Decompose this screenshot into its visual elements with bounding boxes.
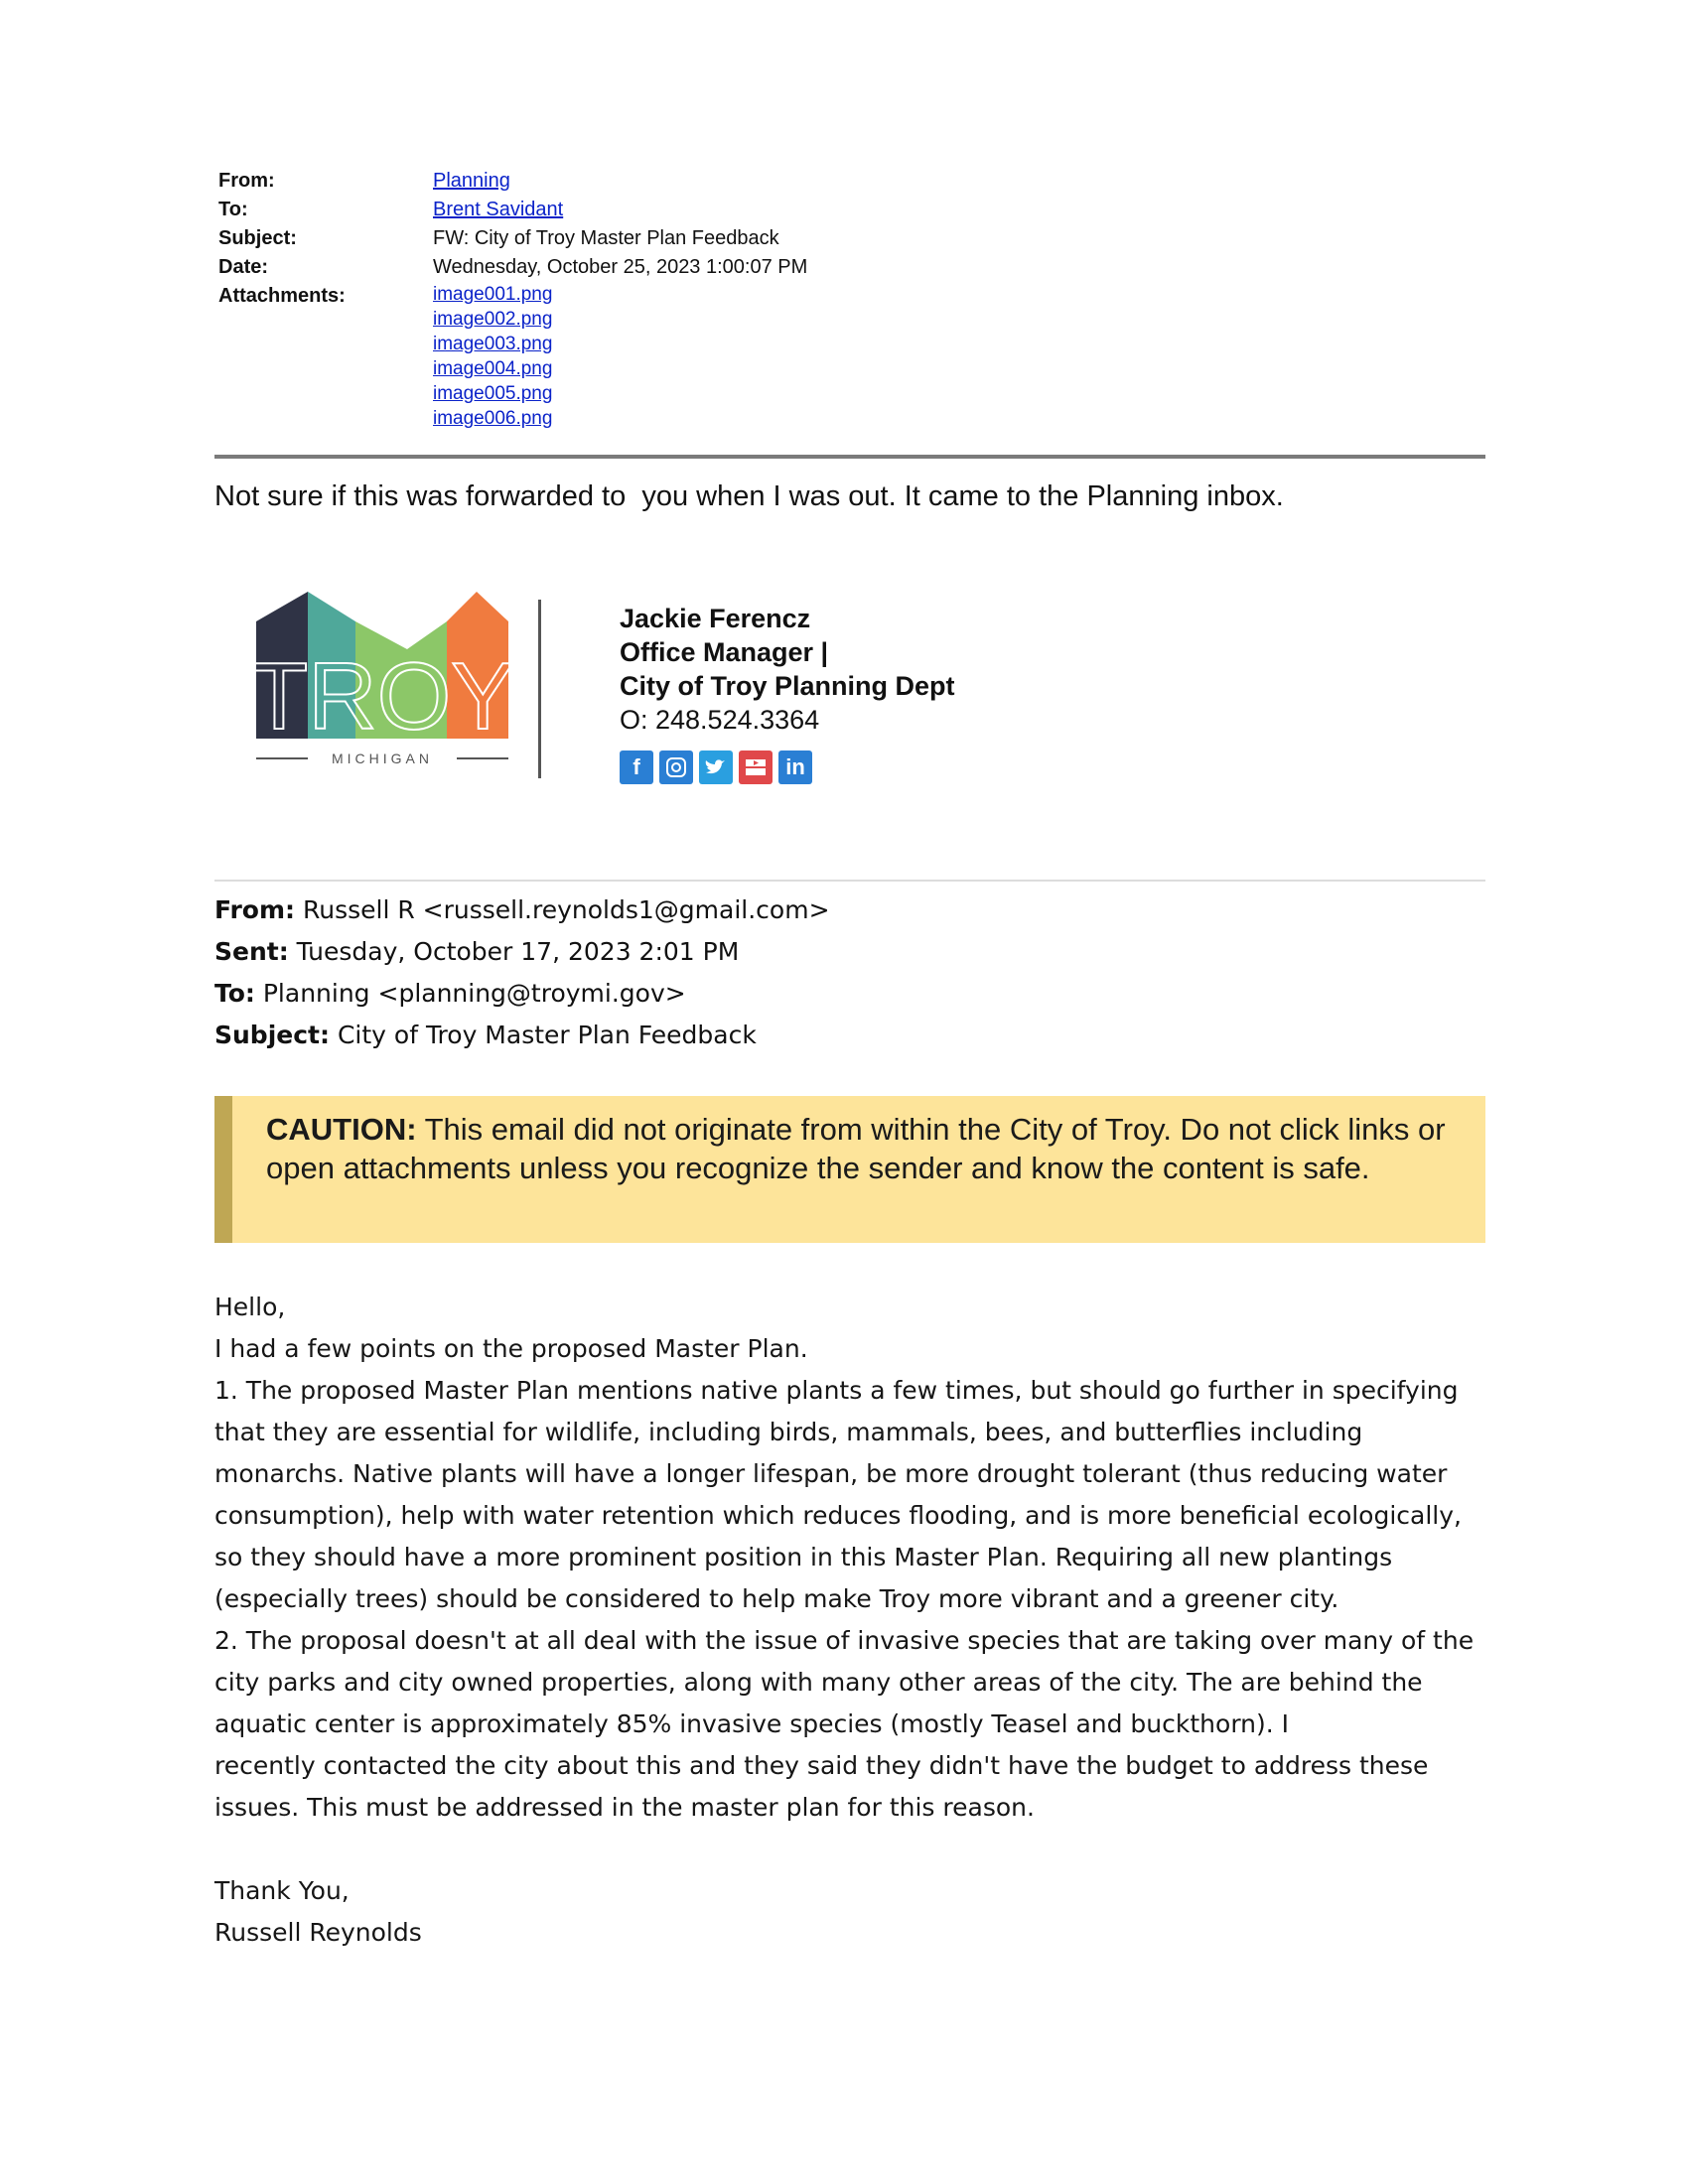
orig-to-value: Planning <planning@troymi.gov> [262,979,686,1008]
to-link[interactable]: Brent Savidant [433,199,564,220]
from-label: From: [218,170,275,192]
point-1-paragraph: 1. The proposed Master Plan mentions native plants a few times, but should go further in specifying that they are essential for wildlife, including birds, mammals, bees, and butterflies including monarchs. Native plants will have a longer lifespan, be more drought tolerant (thus reducing water consumption), help with water retention which reduces flooding, and is more beneficial ecologically, so they should have a more prominent position in this Master Plan. Requiring all new plantings (especially trees) should be considered to help make Troy more vibrant and a greener city. [214,1376,1462,1613]
attachment-link[interactable]: image005.png [433,383,553,404]
orig-to-row [214,973,830,1015]
email-header [218,167,1489,431]
logo-subtext: MICHIGAN [332,751,433,766]
email-signature [248,592,1043,790]
youtube-icon[interactable] [739,751,773,784]
orig-sent-label: Sent: [214,937,289,966]
signature-divider [538,600,541,778]
subject-value: FW: City of Troy Master Plan Feedback [433,227,779,249]
signature-title: Office Manager | [620,637,829,667]
from-link[interactable]: Planning [433,170,510,192]
point-2-paragraph: 2. The proposal doesn't at all deal with the issue of invasive species that are taking over many of the city parks and city owned properties, along with many other areas of the city. The are behind the aquatic center is approximately 85% invasive species (mostly Teasel and buckthorn). I [214,1626,1475,1738]
attachment-link[interactable]: image006.png [433,408,553,429]
closing: Thank You, [214,1876,350,1905]
linkedin-icon[interactable]: in [778,751,812,784]
orig-subject-value: City of Troy Master Plan Feedback [337,1021,757,1049]
signature-department: City of Troy Planning Dept [620,671,955,701]
header-row-attachments [218,282,1489,431]
greeting: Hello, [214,1293,286,1321]
header-row-to [218,196,1489,224]
forward-note: Not sure if this was forwarded to you when I was out. It came to the Planning inbox. [214,480,1284,512]
orig-to-label: To: [214,979,255,1008]
caution-label: CAUTION: [266,1112,417,1147]
original-message-header [214,889,830,1056]
signature-phone: O: 248.524.3364 [620,705,820,735]
orig-from-value: Russell R <russell.reynolds1@gmail.com> [302,895,830,924]
caution-text: This email did not originate from within the City of Troy. Do not click links or open attachments unless you recognize the sender and know the content is safe. [266,1112,1446,1185]
point-2-continuation: recently contacted the city about this and they said they didn't have the budget to address these issues. This must be addressed in the master plan for this reason. [214,1751,1429,1822]
header-divider [214,455,1485,459]
logo-wordmark: TROY [249,643,515,750]
attachment-list [433,282,1489,431]
sender-name: Russell Reynolds [214,1918,422,1947]
orig-sent-row [214,931,830,973]
orig-sent-value: Tuesday, October 17, 2023 2:01 PM [296,937,740,966]
instagram-icon[interactable] [659,751,693,784]
header-row-from [218,167,1489,196]
caution-banner [214,1096,1485,1243]
subject-label: Subject: [218,227,297,249]
attachment-link[interactable]: image001.png [433,284,553,305]
date-value: Wednesday, October 25, 2023 1:00:07 PM [433,256,808,278]
orig-subject-row [214,1015,830,1056]
section-divider [214,880,1485,882]
troy-logo [248,592,516,770]
signature-name: Jackie Ferencz [620,604,811,633]
facebook-icon[interactable]: f [620,751,653,784]
orig-from-label: From: [214,895,296,924]
orig-subject-label: Subject: [214,1021,330,1049]
attachments-label: Attachments: [218,285,346,307]
social-icons [620,751,812,784]
date-label: Date: [218,256,269,278]
attachment-link[interactable]: image003.png [433,334,553,354]
attachment-link[interactable]: image002.png [433,309,553,330]
email-body [214,1287,1495,1954]
signature-text [620,602,955,737]
header-row-date [218,253,1489,282]
intro-paragraph: I had a few points on the proposed Master Plan. [214,1334,808,1363]
to-label: To: [218,199,248,220]
header-row-subject [218,224,1489,253]
orig-from-row [214,889,830,931]
twitter-icon[interactable] [699,751,733,784]
attachment-link[interactable]: image004.png [433,358,553,379]
